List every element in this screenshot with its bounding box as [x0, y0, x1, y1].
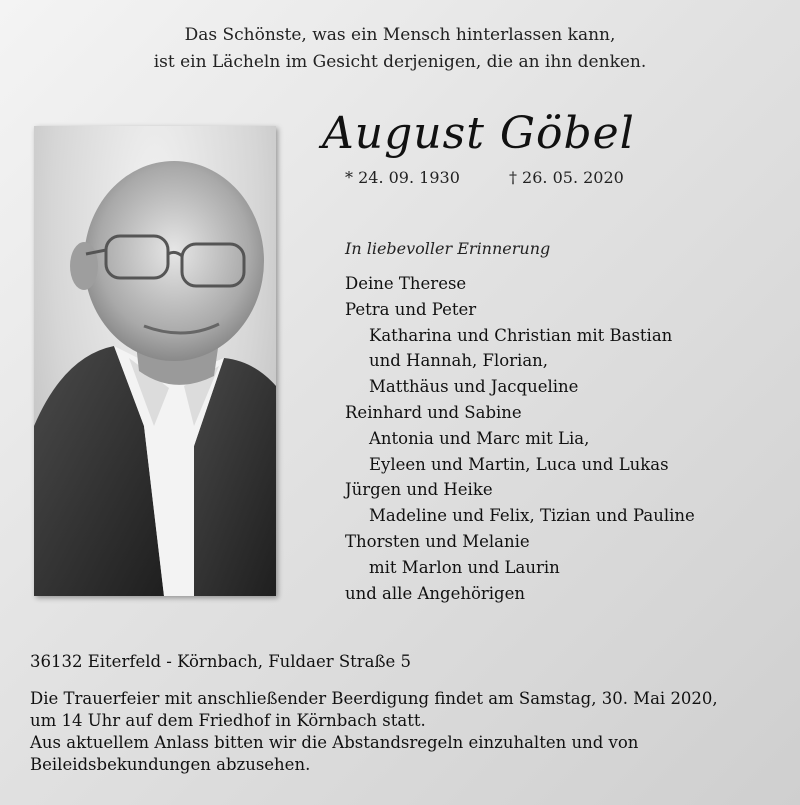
opening-quote [0, 22, 800, 76]
quote-line: Das Schönste, was ein Mensch hinterlassen kann, [184, 25, 616, 45]
life-dates [345, 168, 624, 187]
family-line: Reinhard und Sabine [345, 402, 522, 422]
family-line: Deine Therese [345, 274, 467, 293]
notice-line: Aus aktuellem Anlass bitten wir die Abstandsregeln einzuhalten und von [30, 733, 639, 752]
portrait-photo [34, 126, 276, 596]
family-line: und alle Angehörigen [345, 583, 526, 603]
family-line: Thorsten und Melanie [345, 531, 530, 551]
deceased-name: August Göbel [322, 108, 635, 159]
notice-line: Beileidsbekundungen abzusehen. [30, 755, 311, 774]
family-line: Jürgen und Heike [345, 480, 493, 500]
notice-line: Die Trauerfeier mit anschließender Beerdigung findet am Samstag, 30. Mai 2020, [30, 689, 718, 708]
address: 36132 Eiterfeld - Körnbach, Fuldaer Straße 5 [30, 652, 412, 671]
family-line: Matthäus und Jacqueline [369, 377, 579, 397]
memory-heading: In liebevoller Erinnerung [345, 239, 551, 258]
family-line: Antonia und Marc mit Lia, [369, 428, 590, 448]
quote-line: ist ein Lächeln im Gesicht derjenigen, die an ihn denken. [153, 52, 647, 72]
family-line: Katharina und Christian mit Bastian [369, 325, 673, 345]
family-list [345, 271, 695, 606]
family-line: Eyleen und Martin, Luca und Lukas [369, 454, 669, 474]
family-line: und Hannah, Florian, [369, 351, 549, 371]
funeral-notice [30, 688, 790, 776]
family-line: mit Marlon und Laurin [369, 557, 560, 577]
birth-date: * 24. 09. 1930 [345, 168, 460, 187]
notice-line: um 14 Uhr auf dem Friedhof in Körnbach statt. [30, 711, 426, 730]
family-line: Petra und Peter [345, 299, 477, 319]
portrait-illustration [34, 126, 276, 596]
family-line: Madeline und Felix, Tizian und Pauline [369, 506, 695, 526]
death-date: † 26. 05. 2020 [508, 168, 624, 187]
